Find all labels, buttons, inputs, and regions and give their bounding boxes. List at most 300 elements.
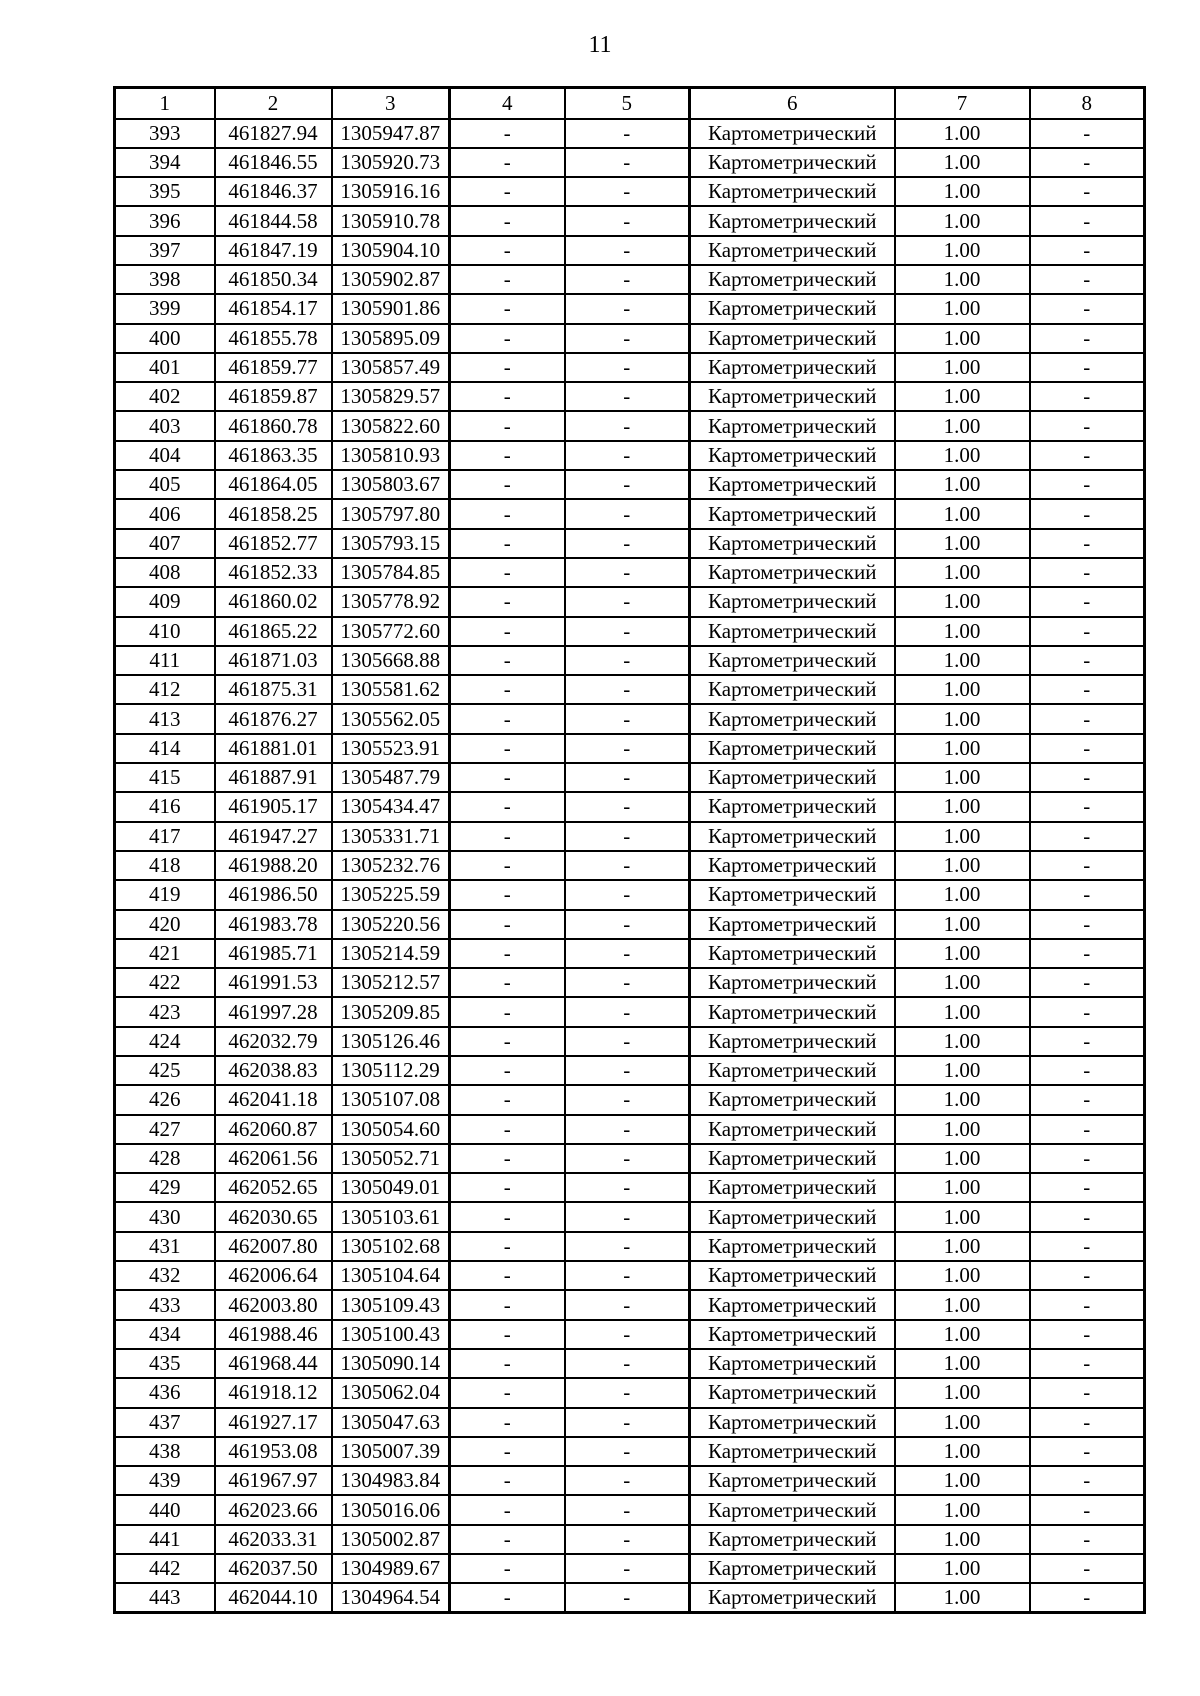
cell-col-5: - bbox=[565, 968, 690, 997]
cell-col-7: 1.00 bbox=[895, 1466, 1030, 1495]
cell-col-5: - bbox=[565, 1437, 690, 1466]
header-col-8: 8 bbox=[1030, 88, 1145, 119]
cell-col-7: 1.00 bbox=[895, 1408, 1030, 1437]
table-row bbox=[115, 382, 1145, 411]
cell-col-8: - bbox=[1030, 1290, 1145, 1319]
cell-col-6: Картометрический bbox=[690, 880, 895, 909]
cell-col-6: Картометрический bbox=[690, 851, 895, 880]
cell-col-8: - bbox=[1030, 617, 1145, 646]
cell-col-4: - bbox=[450, 1408, 565, 1437]
cell-col-8: - bbox=[1030, 997, 1145, 1026]
table-row bbox=[115, 617, 1145, 646]
cell-col-4: - bbox=[450, 704, 565, 733]
cell-col-3: 1305797.80 bbox=[332, 499, 450, 528]
cell-col-1: 438 bbox=[115, 1437, 215, 1466]
cell-col-3: 1305901.86 bbox=[332, 294, 450, 323]
table-row bbox=[115, 1349, 1145, 1378]
cell-col-8: - bbox=[1030, 353, 1145, 382]
cell-col-8: - bbox=[1030, 1466, 1145, 1495]
cell-col-4: - bbox=[450, 1056, 565, 1085]
cell-col-3: 1304964.54 bbox=[332, 1583, 450, 1612]
table-header bbox=[115, 88, 1145, 119]
cell-col-4: - bbox=[450, 177, 565, 206]
cell-col-7: 1.00 bbox=[895, 499, 1030, 528]
cell-col-1: 425 bbox=[115, 1056, 215, 1085]
header-col-2: 2 bbox=[215, 88, 332, 119]
cell-col-3: 1305803.67 bbox=[332, 470, 450, 499]
cell-col-6: Картометрический bbox=[690, 470, 895, 499]
cell-col-3: 1305052.71 bbox=[332, 1144, 450, 1173]
cell-col-5: - bbox=[565, 851, 690, 880]
cell-col-7: 1.00 bbox=[895, 880, 1030, 909]
cell-col-4: - bbox=[450, 1085, 565, 1114]
cell-col-5: - bbox=[565, 558, 690, 587]
header-row bbox=[115, 88, 1145, 119]
cell-col-4: - bbox=[450, 617, 565, 646]
cell-col-4: - bbox=[450, 353, 565, 382]
cell-col-6: Картометрический bbox=[690, 734, 895, 763]
cell-col-3: 1305126.46 bbox=[332, 1027, 450, 1056]
cell-col-1: 424 bbox=[115, 1027, 215, 1056]
cell-col-2: 461876.27 bbox=[215, 704, 332, 733]
cell-col-1: 394 bbox=[115, 148, 215, 177]
cell-col-2: 461887.91 bbox=[215, 763, 332, 792]
cell-col-7: 1.00 bbox=[895, 1290, 1030, 1319]
cell-col-5: - bbox=[565, 822, 690, 851]
table-row bbox=[115, 1027, 1145, 1056]
cell-col-8: - bbox=[1030, 119, 1145, 148]
cell-col-7: 1.00 bbox=[895, 558, 1030, 587]
cell-col-3: 1305778.92 bbox=[332, 587, 450, 616]
cell-col-2: 461968.44 bbox=[215, 1349, 332, 1378]
cell-col-8: - bbox=[1030, 1027, 1145, 1056]
cell-col-1: 428 bbox=[115, 1144, 215, 1173]
cell-col-1: 409 bbox=[115, 587, 215, 616]
cell-col-3: 1305212.57 bbox=[332, 968, 450, 997]
table-row bbox=[115, 851, 1145, 880]
cell-col-4: - bbox=[450, 763, 565, 792]
table-row bbox=[115, 324, 1145, 353]
cell-col-1: 414 bbox=[115, 734, 215, 763]
table-row bbox=[115, 675, 1145, 704]
table-row bbox=[115, 1408, 1145, 1437]
cell-col-1: 441 bbox=[115, 1525, 215, 1554]
cell-col-2: 461860.78 bbox=[215, 411, 332, 440]
cell-col-1: 434 bbox=[115, 1320, 215, 1349]
table-row bbox=[115, 558, 1145, 587]
cell-col-3: 1305100.43 bbox=[332, 1320, 450, 1349]
cell-col-8: - bbox=[1030, 939, 1145, 968]
cell-col-7: 1.00 bbox=[895, 617, 1030, 646]
cell-col-6: Картометрический bbox=[690, 1583, 895, 1612]
cell-col-2: 461988.46 bbox=[215, 1320, 332, 1349]
table-row bbox=[115, 265, 1145, 294]
cell-col-2: 462007.80 bbox=[215, 1232, 332, 1261]
cell-col-6: Картометрический bbox=[690, 1085, 895, 1114]
cell-col-1: 417 bbox=[115, 822, 215, 851]
table-row bbox=[115, 939, 1145, 968]
cell-col-6: Картометрический bbox=[690, 1232, 895, 1261]
cell-col-8: - bbox=[1030, 792, 1145, 821]
cell-col-5: - bbox=[565, 704, 690, 733]
cell-col-5: - bbox=[565, 646, 690, 675]
cell-col-8: - bbox=[1030, 763, 1145, 792]
cell-col-7: 1.00 bbox=[895, 382, 1030, 411]
cell-col-8: - bbox=[1030, 968, 1145, 997]
cell-col-3: 1305562.05 bbox=[332, 704, 450, 733]
cell-col-3: 1305047.63 bbox=[332, 1408, 450, 1437]
cell-col-5: - bbox=[565, 1144, 690, 1173]
cell-col-3: 1305220.56 bbox=[332, 910, 450, 939]
cell-col-6: Картометрический bbox=[690, 910, 895, 939]
table-row bbox=[115, 119, 1145, 148]
cell-col-3: 1305102.68 bbox=[332, 1232, 450, 1261]
table-row bbox=[115, 206, 1145, 235]
cell-col-4: - bbox=[450, 734, 565, 763]
cell-col-6: Картометрический bbox=[690, 763, 895, 792]
cell-col-2: 462023.66 bbox=[215, 1495, 332, 1524]
cell-col-5: - bbox=[565, 470, 690, 499]
cell-col-7: 1.00 bbox=[895, 119, 1030, 148]
cell-col-5: - bbox=[565, 1495, 690, 1524]
cell-col-2: 462033.31 bbox=[215, 1525, 332, 1554]
cell-col-4: - bbox=[450, 499, 565, 528]
cell-col-4: - bbox=[450, 1115, 565, 1144]
cell-col-2: 461855.78 bbox=[215, 324, 332, 353]
cell-col-2: 461859.77 bbox=[215, 353, 332, 382]
cell-col-2: 461997.28 bbox=[215, 997, 332, 1026]
cell-col-4: - bbox=[450, 382, 565, 411]
table-row bbox=[115, 499, 1145, 528]
cell-col-5: - bbox=[565, 1115, 690, 1144]
cell-col-5: - bbox=[565, 529, 690, 558]
cell-col-6: Картометрический bbox=[690, 704, 895, 733]
cell-col-7: 1.00 bbox=[895, 910, 1030, 939]
cell-col-8: - bbox=[1030, 1554, 1145, 1583]
cell-col-1: 437 bbox=[115, 1408, 215, 1437]
table-row bbox=[115, 1378, 1145, 1407]
cell-col-2: 461852.33 bbox=[215, 558, 332, 587]
cell-col-5: - bbox=[565, 1378, 690, 1407]
cell-col-2: 461846.55 bbox=[215, 148, 332, 177]
cell-col-3: 1304989.67 bbox=[332, 1554, 450, 1583]
cell-col-2: 462030.65 bbox=[215, 1202, 332, 1231]
cell-col-6: Картометрический bbox=[690, 265, 895, 294]
cell-col-1: 426 bbox=[115, 1085, 215, 1114]
cell-col-2: 461953.08 bbox=[215, 1437, 332, 1466]
cell-col-6: Картометрический bbox=[690, 1115, 895, 1144]
cell-col-7: 1.00 bbox=[895, 763, 1030, 792]
cell-col-2: 462038.83 bbox=[215, 1056, 332, 1085]
table-row bbox=[115, 441, 1145, 470]
cell-col-6: Картометрический bbox=[690, 1173, 895, 1202]
cell-col-6: Картометрический bbox=[690, 177, 895, 206]
cell-col-8: - bbox=[1030, 880, 1145, 909]
cell-col-6: Картометрический bbox=[690, 236, 895, 265]
cell-col-6: Картометрический bbox=[690, 1320, 895, 1349]
cell-col-6: Картометрический bbox=[690, 558, 895, 587]
cell-col-6: Картометрический bbox=[690, 997, 895, 1026]
cell-col-7: 1.00 bbox=[895, 353, 1030, 382]
cell-col-5: - bbox=[565, 734, 690, 763]
table-row bbox=[115, 353, 1145, 382]
cell-col-8: - bbox=[1030, 441, 1145, 470]
cell-col-4: - bbox=[450, 646, 565, 675]
cell-col-2: 461846.37 bbox=[215, 177, 332, 206]
cell-col-6: Картометрический bbox=[690, 294, 895, 323]
cell-col-4: - bbox=[450, 411, 565, 440]
cell-col-7: 1.00 bbox=[895, 1437, 1030, 1466]
cell-col-3: 1305523.91 bbox=[332, 734, 450, 763]
cell-col-8: - bbox=[1030, 1437, 1145, 1466]
cell-col-2: 462044.10 bbox=[215, 1583, 332, 1612]
cell-col-7: 1.00 bbox=[895, 792, 1030, 821]
cell-col-5: - bbox=[565, 1525, 690, 1554]
cell-col-5: - bbox=[565, 294, 690, 323]
coordinates-table bbox=[113, 86, 1146, 1614]
table-row bbox=[115, 822, 1145, 851]
cell-col-4: - bbox=[450, 1290, 565, 1319]
cell-col-6: Картометрический bbox=[690, 939, 895, 968]
cell-col-8: - bbox=[1030, 206, 1145, 235]
cell-col-4: - bbox=[450, 1349, 565, 1378]
cell-col-4: - bbox=[450, 1320, 565, 1349]
cell-col-4: - bbox=[450, 265, 565, 294]
cell-col-5: - bbox=[565, 763, 690, 792]
cell-col-6: Картометрический bbox=[690, 1202, 895, 1231]
cell-col-4: - bbox=[450, 558, 565, 587]
cell-col-1: 423 bbox=[115, 997, 215, 1026]
header-col-3: 3 bbox=[332, 88, 450, 119]
table-row bbox=[115, 236, 1145, 265]
cell-col-1: 403 bbox=[115, 411, 215, 440]
table-row bbox=[115, 1525, 1145, 1554]
table-row bbox=[115, 734, 1145, 763]
cell-col-3: 1305822.60 bbox=[332, 411, 450, 440]
cell-col-4: - bbox=[450, 1378, 565, 1407]
cell-col-3: 1305002.87 bbox=[332, 1525, 450, 1554]
cell-col-2: 461988.20 bbox=[215, 851, 332, 880]
cell-col-1: 432 bbox=[115, 1261, 215, 1290]
table-row bbox=[115, 910, 1145, 939]
cell-col-1: 400 bbox=[115, 324, 215, 353]
cell-col-6: Картометрический bbox=[690, 1554, 895, 1583]
cell-col-1: 431 bbox=[115, 1232, 215, 1261]
cell-col-3: 1305062.04 bbox=[332, 1378, 450, 1407]
cell-col-5: - bbox=[565, 119, 690, 148]
cell-col-2: 461881.01 bbox=[215, 734, 332, 763]
cell-col-2: 461858.25 bbox=[215, 499, 332, 528]
table-row bbox=[115, 1261, 1145, 1290]
table-row bbox=[115, 792, 1145, 821]
cell-col-2: 461991.53 bbox=[215, 968, 332, 997]
cell-col-1: 442 bbox=[115, 1554, 215, 1583]
cell-col-3: 1305054.60 bbox=[332, 1115, 450, 1144]
cell-col-4: - bbox=[450, 1173, 565, 1202]
cell-col-3: 1305857.49 bbox=[332, 353, 450, 382]
cell-col-4: - bbox=[450, 968, 565, 997]
cell-col-5: - bbox=[565, 499, 690, 528]
cell-col-8: - bbox=[1030, 1115, 1145, 1144]
cell-col-6: Картометрический bbox=[690, 1290, 895, 1319]
cell-col-2: 462060.87 bbox=[215, 1115, 332, 1144]
header-col-6: 6 bbox=[690, 88, 895, 119]
cell-col-4: - bbox=[450, 441, 565, 470]
cell-col-5: - bbox=[565, 1202, 690, 1231]
cell-col-6: Картометрический bbox=[690, 1056, 895, 1085]
cell-col-5: - bbox=[565, 177, 690, 206]
table-row bbox=[115, 1554, 1145, 1583]
cell-col-6: Картометрический bbox=[690, 529, 895, 558]
cell-col-5: - bbox=[565, 1085, 690, 1114]
cell-col-5: - bbox=[565, 1583, 690, 1612]
table-row bbox=[115, 1056, 1145, 1085]
cell-col-8: - bbox=[1030, 1583, 1145, 1612]
cell-col-5: - bbox=[565, 910, 690, 939]
cell-col-5: - bbox=[565, 587, 690, 616]
cell-col-1: 443 bbox=[115, 1583, 215, 1612]
cell-col-4: - bbox=[450, 1495, 565, 1524]
cell-col-5: - bbox=[565, 411, 690, 440]
cell-col-2: 462032.79 bbox=[215, 1027, 332, 1056]
cell-col-2: 461871.03 bbox=[215, 646, 332, 675]
cell-col-2: 461863.35 bbox=[215, 441, 332, 470]
cell-col-1: 408 bbox=[115, 558, 215, 587]
cell-col-5: - bbox=[565, 1466, 690, 1495]
cell-col-7: 1.00 bbox=[895, 1495, 1030, 1524]
table-row bbox=[115, 1115, 1145, 1144]
cell-col-5: - bbox=[565, 1232, 690, 1261]
cell-col-7: 1.00 bbox=[895, 1232, 1030, 1261]
cell-col-7: 1.00 bbox=[895, 470, 1030, 499]
table-row bbox=[115, 470, 1145, 499]
cell-col-1: 439 bbox=[115, 1466, 215, 1495]
cell-col-3: 1305434.47 bbox=[332, 792, 450, 821]
cell-col-1: 399 bbox=[115, 294, 215, 323]
cell-col-6: Картометрический bbox=[690, 1495, 895, 1524]
cell-col-1: 422 bbox=[115, 968, 215, 997]
cell-col-1: 419 bbox=[115, 880, 215, 909]
cell-col-4: - bbox=[450, 1554, 565, 1583]
cell-col-5: - bbox=[565, 353, 690, 382]
table-row bbox=[115, 968, 1145, 997]
cell-col-7: 1.00 bbox=[895, 441, 1030, 470]
cell-col-1: 420 bbox=[115, 910, 215, 939]
cell-col-8: - bbox=[1030, 324, 1145, 353]
cell-col-1: 393 bbox=[115, 119, 215, 148]
table-row bbox=[115, 646, 1145, 675]
cell-col-2: 461850.34 bbox=[215, 265, 332, 294]
cell-col-1: 435 bbox=[115, 1349, 215, 1378]
cell-col-2: 461905.17 bbox=[215, 792, 332, 821]
cell-col-8: - bbox=[1030, 411, 1145, 440]
cell-col-2: 461918.12 bbox=[215, 1378, 332, 1407]
table-row bbox=[115, 1173, 1145, 1202]
cell-col-2: 461864.05 bbox=[215, 470, 332, 499]
cell-col-2: 462041.18 bbox=[215, 1085, 332, 1114]
cell-col-1: 396 bbox=[115, 206, 215, 235]
cell-col-5: - bbox=[565, 236, 690, 265]
cell-col-1: 406 bbox=[115, 499, 215, 528]
cell-col-6: Картометрический bbox=[690, 324, 895, 353]
cell-col-5: - bbox=[565, 792, 690, 821]
cell-col-7: 1.00 bbox=[895, 1144, 1030, 1173]
cell-col-1: 410 bbox=[115, 617, 215, 646]
cell-col-5: - bbox=[565, 1349, 690, 1378]
cell-col-1: 418 bbox=[115, 851, 215, 880]
cell-col-8: - bbox=[1030, 382, 1145, 411]
cell-col-8: - bbox=[1030, 470, 1145, 499]
table-row bbox=[115, 880, 1145, 909]
cell-col-3: 1305487.79 bbox=[332, 763, 450, 792]
cell-col-7: 1.00 bbox=[895, 1378, 1030, 1407]
cell-col-4: - bbox=[450, 470, 565, 499]
cell-col-5: - bbox=[565, 1173, 690, 1202]
cell-col-5: - bbox=[565, 1056, 690, 1085]
cell-col-8: - bbox=[1030, 822, 1145, 851]
cell-col-1: 436 bbox=[115, 1378, 215, 1407]
cell-col-7: 1.00 bbox=[895, 997, 1030, 1026]
cell-col-4: - bbox=[450, 939, 565, 968]
cell-col-2: 461844.58 bbox=[215, 206, 332, 235]
cell-col-3: 1305947.87 bbox=[332, 119, 450, 148]
cell-col-7: 1.00 bbox=[895, 1320, 1030, 1349]
cell-col-2: 461859.87 bbox=[215, 382, 332, 411]
cell-col-8: - bbox=[1030, 675, 1145, 704]
cell-col-3: 1305810.93 bbox=[332, 441, 450, 470]
cell-col-6: Картометрический bbox=[690, 646, 895, 675]
cell-col-3: 1305904.10 bbox=[332, 236, 450, 265]
cell-col-5: - bbox=[565, 148, 690, 177]
cell-col-8: - bbox=[1030, 1144, 1145, 1173]
cell-col-6: Картометрический bbox=[690, 1261, 895, 1290]
cell-col-1: 402 bbox=[115, 382, 215, 411]
cell-col-4: - bbox=[450, 119, 565, 148]
cell-col-7: 1.00 bbox=[895, 1583, 1030, 1612]
header-col-5: 5 bbox=[565, 88, 690, 119]
cell-col-4: - bbox=[450, 1027, 565, 1056]
cell-col-4: - bbox=[450, 1466, 565, 1495]
cell-col-4: - bbox=[450, 1202, 565, 1231]
cell-col-2: 461827.94 bbox=[215, 119, 332, 148]
cell-col-4: - bbox=[450, 1583, 565, 1612]
cell-col-7: 1.00 bbox=[895, 1085, 1030, 1114]
cell-col-1: 398 bbox=[115, 265, 215, 294]
cell-col-5: - bbox=[565, 206, 690, 235]
cell-col-4: - bbox=[450, 1437, 565, 1466]
table-row bbox=[115, 1495, 1145, 1524]
table-row bbox=[115, 1144, 1145, 1173]
cell-col-4: - bbox=[450, 792, 565, 821]
cell-col-2: 461854.17 bbox=[215, 294, 332, 323]
cell-col-7: 1.00 bbox=[895, 206, 1030, 235]
cell-col-8: - bbox=[1030, 1085, 1145, 1114]
table-row bbox=[115, 704, 1145, 733]
cell-col-8: - bbox=[1030, 1202, 1145, 1231]
cell-col-1: 401 bbox=[115, 353, 215, 382]
cell-col-6: Картометрический bbox=[690, 1144, 895, 1173]
cell-col-8: - bbox=[1030, 1408, 1145, 1437]
cell-col-8: - bbox=[1030, 646, 1145, 675]
table-row bbox=[115, 1320, 1145, 1349]
header-col-1: 1 bbox=[115, 88, 215, 119]
cell-col-8: - bbox=[1030, 704, 1145, 733]
cell-col-8: - bbox=[1030, 499, 1145, 528]
cell-col-3: 1305793.15 bbox=[332, 529, 450, 558]
cell-col-5: - bbox=[565, 441, 690, 470]
cell-col-3: 1305895.09 bbox=[332, 324, 450, 353]
table-body bbox=[115, 119, 1145, 1613]
